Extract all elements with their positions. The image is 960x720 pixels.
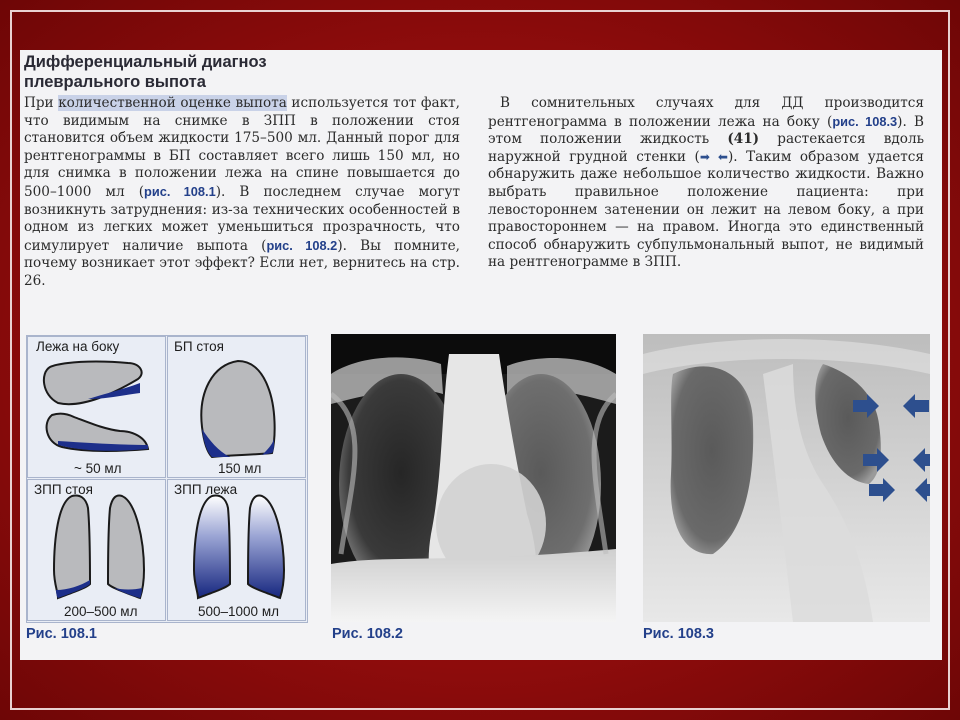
right-text-1: В сомнительных случаях для ДД производится рентгенограмма в положении лежа на боку ( [488, 95, 924, 130]
right-text-2: ). В этом положении жидкость [488, 113, 925, 148]
right-text-column [488, 95, 924, 272]
volume-label: 150 мл [218, 461, 262, 476]
caption-108-2: Рис. 108.2 [332, 626, 403, 642]
label-41: (41) [727, 131, 760, 148]
panel-pa-standing [27, 479, 166, 621]
right-text-4: ). Таким образом удается обнаружить даже небольшое количество жидкости. Важно выбрать правильное положение пациента: при левостороннем затенении он лежит на левом боку, а при правостороннем — на правом. Иногда это единственный способ обнаружить субпульмональный выпот, не видимый на рентгенограмме в ЗПП. [488, 148, 924, 271]
left-text-column [24, 95, 460, 291]
figure-ref-108-2[interactable]: рис. 108.2 [266, 237, 338, 253]
panel-lateral-standing [167, 336, 306, 478]
left-text-1: При [24, 95, 59, 111]
panel-lying-on-side [27, 336, 166, 478]
caption-108-1: Рис. 108.1 [26, 626, 97, 642]
lateral-lung-icon [168, 337, 307, 479]
figure-108-1-diagram [26, 335, 308, 623]
left-text-3: ). В последнем случае могут возникнуть затруднения: из-за технических особенностей в одном из легких может уменьшиться прозрачность, что симулирует наличие выпота ( [24, 183, 461, 254]
left-text-2: используется тот факт, что видимым на снимке в ЗПП в положении стоя становится объем жидкости 175–500 мл. Данный порог для рентгенограммы в БП составляет всего лишь 150 мл, но для снимка в положении лежа на спине повышается до 500–1000 мл ( [24, 95, 460, 200]
xray-108-2-image [331, 334, 616, 622]
supine-lungs-icon [168, 480, 307, 622]
page-title [24, 52, 324, 92]
textbook-page [20, 50, 942, 660]
lateral-decubitus-lungs-icon [28, 337, 167, 479]
figure-ref-108-3[interactable]: рис. 108.3 [832, 113, 898, 129]
panel-label: БП стоя [174, 339, 224, 354]
pa-lungs-icon [28, 480, 167, 622]
volume-label: 500–1000 мл [198, 604, 279, 619]
arrows-icon: ➡ ⬅ [699, 149, 728, 164]
panel-label: Лежа на боку [36, 339, 120, 354]
title-line-1: Дифференциальный диагноз [24, 53, 267, 71]
volume-label: ~ 50 мл [74, 461, 122, 476]
right-text-3: растекается вдоль наружной грудной стенки ( [488, 131, 924, 165]
highlighted-phrase: количественной оценке выпота [58, 95, 287, 111]
xray-108-3-image [643, 334, 930, 622]
title-line-2: плеврального выпота [24, 73, 206, 91]
panel-label: ЗПП лежа [174, 482, 238, 497]
volume-label: 200–500 мл [64, 604, 138, 619]
caption-108-3: Рис. 108.3 [643, 626, 714, 642]
panel-label: ЗПП стоя [34, 482, 93, 497]
left-text-4: ). Вы помните, почему возникает этот эффект? Если нет, вернитесь на стр. 26. [24, 237, 461, 289]
figure-ref-108-1[interactable]: рис. 108.1 [144, 183, 216, 199]
panel-pa-supine [167, 479, 306, 621]
